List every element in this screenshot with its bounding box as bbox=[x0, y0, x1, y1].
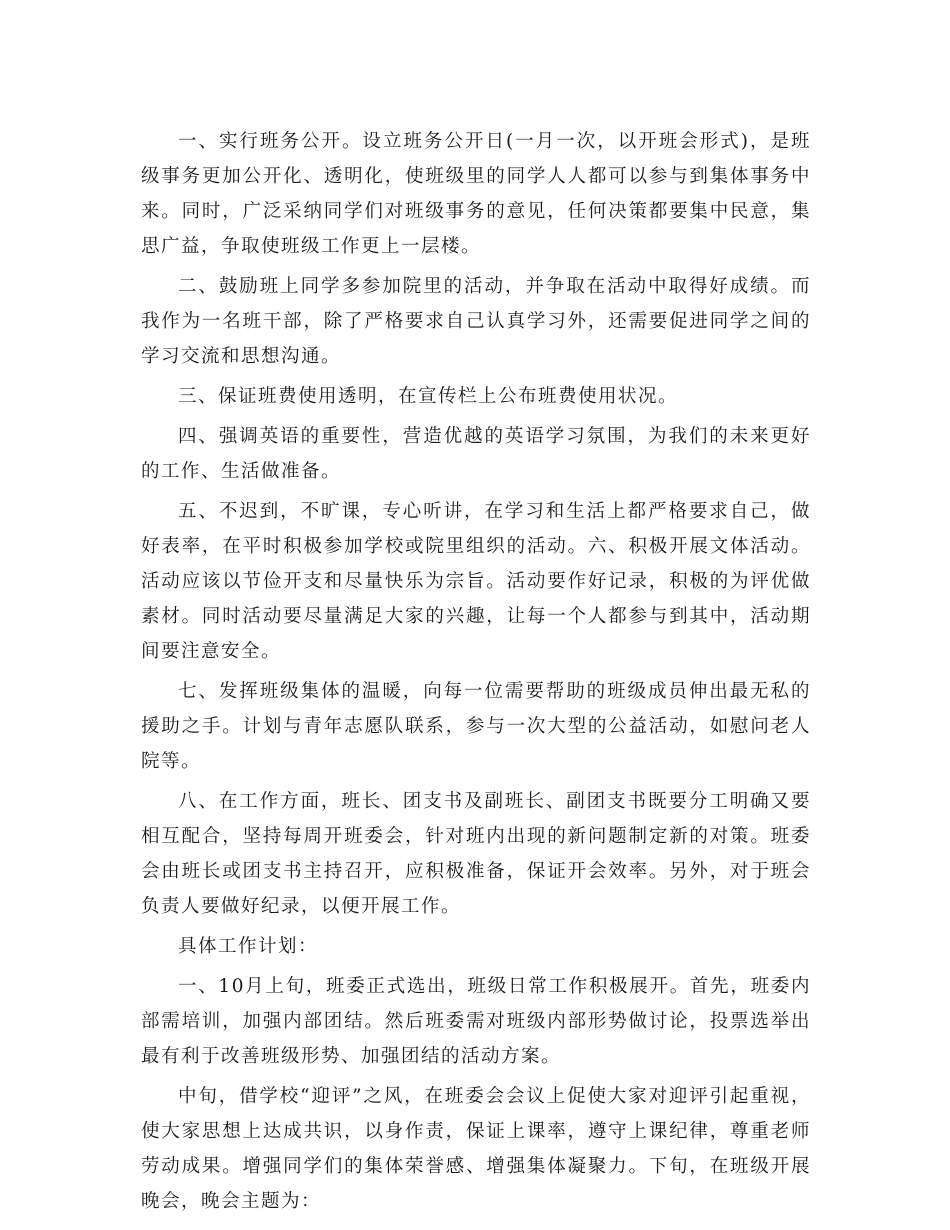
paragraph-1: 一、实行班务公开。设立班务公开日(一月一次，以开班会形式)，是班级事务更加公开化、透明化，使班级里的同学人人都可以参与到集体事务中来。同时，广泛采纳同学们对班级事务的意见，任何决策都要集中民意，集思广益，争取使班级工作更上一层楼。 bbox=[141, 131, 811, 257]
paragraph-6: 七、发挥班级集体的温暖，向每一位需要帮助的班级成员伸出最无私的援助之手。计划与青年志愿队联系，参与一次大型的公益活动，如慰问老人院等。 bbox=[141, 681, 811, 772]
section-heading-work-plan: 具体工作计划： bbox=[178, 936, 319, 957]
paragraph-5: 五、不迟到，不旷课，专心听讲，在学习和生活上都严格要求自己，做好表率，在平时积极参加学校或院里组织的活动。六、积极开展文体活动。活动应该以节俭开支和尽量快乐为宗旨。活动要作好记录，积极的为评优做素材。同时活动要尽量满足大家的兴趣，让每一个人都参与到其中，活动期间要注意安全。 bbox=[141, 501, 811, 662]
paragraph-8: 一、10月上旬，班委正式选出，班级日常工作积极展开。首先，班委内部需培训，加强内部团结。然后班委需对班级内部形势做讨论，投票选举出最有利于改善班级形势、加强团结的活动方案。 bbox=[141, 976, 811, 1067]
document-body bbox=[141, 124, 811, 1224]
paragraph-4: 四、强调英语的重要性，营造优越的英语学习氛围，为我们的未来更好的工作、生活做准备。 bbox=[141, 426, 811, 482]
paragraph-2: 二、鼓励班上同学多参加院里的活动，并争取在活动中取得好成绩。而我作为一名班干部，除了严格要求自己认真学习外，还需要促进同学之间的学习交流和思想沟通。 bbox=[141, 276, 811, 367]
paragraph-9: 中旬，借学校“迎评”之风，在班委会会议上促使大家对迎评引起重视，使大家思想上达成共识，以身作责，保证上课率，遵守上课纪律，尊重老师劳动成果。增强同学们的集体荣誉感、增强集体凝聚力。下旬，在班级开展晚会，晚会主题为： bbox=[141, 1086, 811, 1212]
paragraph-3: 三、保证班费使用透明，在宣传栏上公布班费使用状况。 bbox=[178, 386, 679, 407]
paragraph-7: 八、在工作方面，班长、团支书及副班长、副团支书既要分工明确又要相互配合，坚持每周开班委会，针对班内出现的新问题制定新的对策。班委会由班长或团支书主持召开，应积极准备，保证开会效率。另外，对于班会负责人要做好纪录，以便开展工作。 bbox=[141, 791, 811, 917]
